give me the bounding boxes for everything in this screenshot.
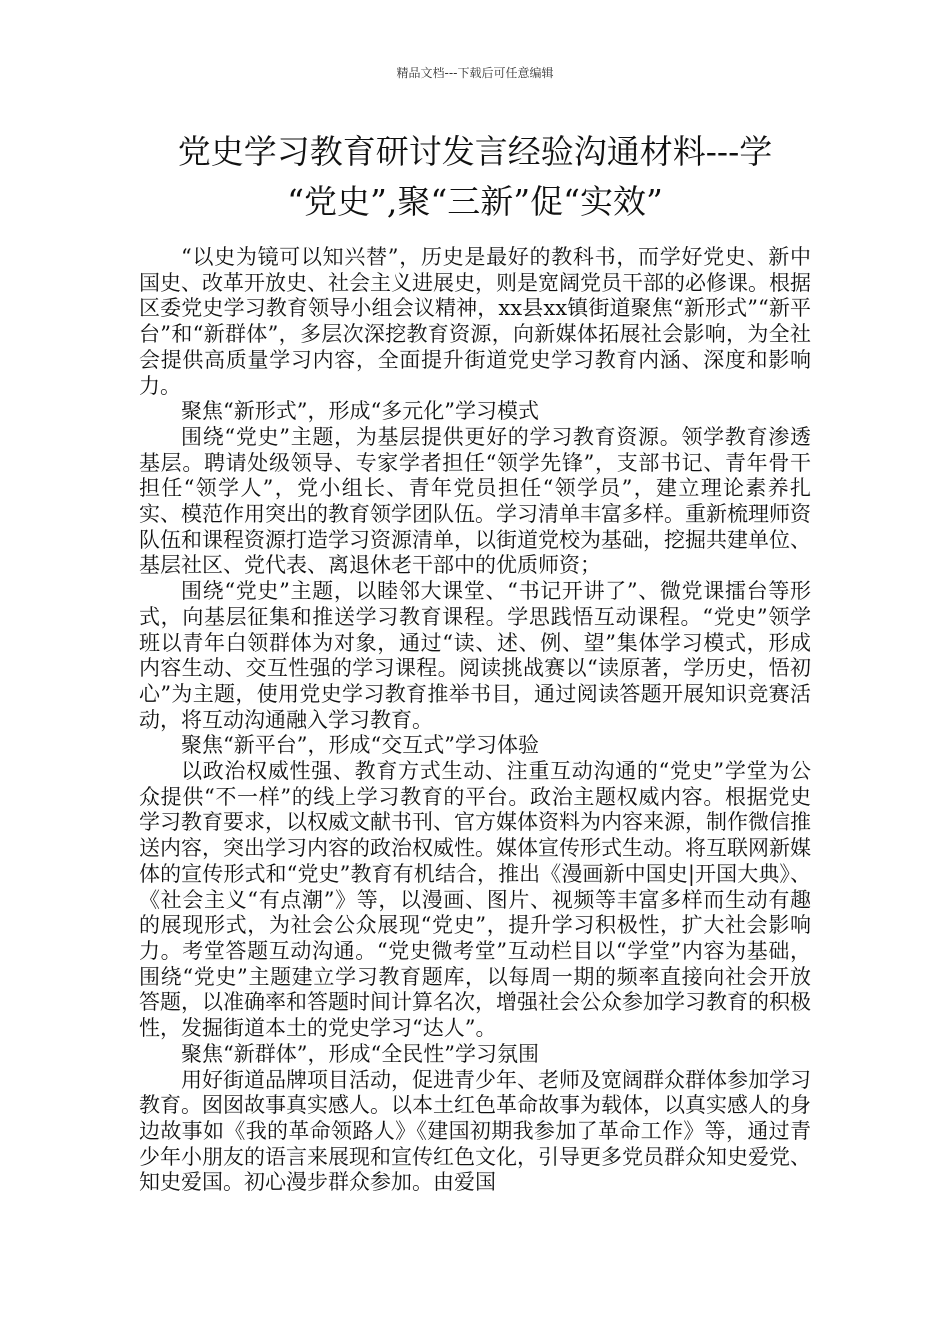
section-heading-new-platform: 聚焦“新平台”，形成“交互式”学习体验: [181, 733, 539, 758]
document-title-line-2: “党史”,聚“三新”促“实效”: [287, 182, 663, 221]
section-heading-new-groups: 聚焦“新群体”，形成“全民性”学习氛围: [181, 1041, 539, 1066]
document-body: [139, 245, 811, 1196]
document-title-line-1: 党史学习教育研讨发言经验沟通材料---学: [177, 132, 773, 171]
page-header-note: 精品文档---下载后可任意编辑: [396, 66, 554, 80]
paragraph: 以政治权威性强、教育方式生动、注重互动沟通的“党史”学堂为公众提供“不一样”的线上学习教育的平台。政治主题权威内容。根据党史学习教育要求，以权威文献书刊、官方媒体资料为内容来源，制作微信推送内容，突出学习内容的政治权威性。媒体宣传形式生动。将互联网新媒体的宣传形式和“党史”教育有机结合，推出《漫画新中国史|开国大典》、《社会主义“有点潮”》等，以漫画、图片、视频等丰富多样而生动有趣的展现形式，为社会公众展现“党史”，提升学习积极性，扩大社会影响力。考堂答题互动沟通。“党史微考堂”互动栏目以“学堂”内容为基础，围绕“党史”主题建立学习教育题库，以每周一期的频率直接向社会开放答题，以准确率和答题时间计算名次，增强社会公众参加学习教育的积极性，发掘街道本土的党史学习“达人”。: [139, 759, 811, 1041]
document-title: [40, 127, 910, 227]
paragraph-intro: “以史为镜可以知兴替”，历史是最好的教科书，而学好党史、新中国史、改革开放史、社会主义进展史，则是宽阔党员干部的必修课。根据区委党史学习教育领导小组会议精神，xx县xx镇街道聚焦“新形式”“新平台”和“新群体”，多层次深挖教育资源，向新媒体拓展社会影响，为全社会提供高质量学习内容，全面提升街道党史学习教育内涵、深度和影响力。: [139, 245, 811, 398]
paragraph: 用好街道品牌项目活动，促进青少年、老师及宽阔群众群体参加学习教育。囡囡故事真实感人。以本土红色革命故事为载体，以真实感人的身边故事如《我的革命领路人》《建国初期我参加了革命工作》等，通过青少年小朋友的语言来展现和宣传红色文化，引导更多党员群众知史爱党、知史爱国。初心漫步群众参加。由爱国: [139, 1067, 811, 1195]
section-heading-new-forms: 聚焦“新形式”，形成“多元化”学习模式: [181, 399, 539, 424]
paragraph: 围绕“党史”主题，为基层提供更好的学习教育资源。领学教育渗透基层。聘请处级领导、专家学者担任“领学先锋”，支部书记、青年骨干担任“领学人”，党小组长、青年党员担任“领学员”，建立理论素养扎实、模范作用突出的教育领学团队伍。学习清单丰富多样。重新梳理师资队伍和课程资源打造学习资源清单，以街道党校为基础，挖掘共建单位、基层社区、党代表、离退休老干部中的优质师资；: [139, 424, 811, 578]
paragraph: 围绕“党史”主题，以睦邻大课堂、“书记开讲了”、微党课擂台等形式，向基层征集和推送学习教育课程。学思践悟互动课程。“党史”领学班以青年白领群体为对象，通过“读、述、例、望”集体学习模式，形成内容生动、交互性强的学习课程。阅读挑战赛以“读原著，学历史，悟初心”为主题，使用党史学习教育推举书目，通过阅读答题开展知识竞赛活动，将互动沟通融入学习教育。: [139, 579, 811, 732]
